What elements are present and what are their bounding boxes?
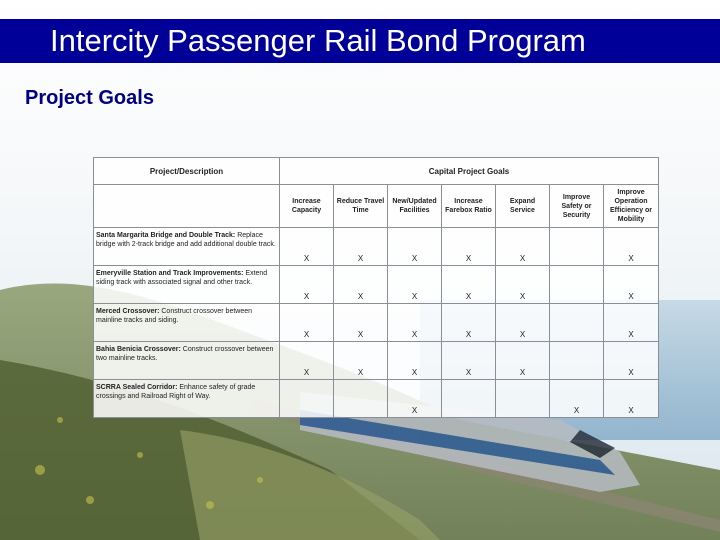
- table-header-row: [94, 158, 659, 185]
- goal-mark: X: [604, 380, 659, 418]
- goal-header: Expand Service: [496, 185, 550, 228]
- goal-mark: X: [388, 380, 442, 418]
- goal-mark: X: [334, 342, 388, 380]
- goal-mark: [550, 266, 604, 304]
- goal-header: Improve Safety or Security: [550, 185, 604, 228]
- project-cell: [94, 266, 280, 304]
- goal-mark: X: [334, 304, 388, 342]
- capital-project-goals-header: Capital Project Goals: [280, 158, 659, 185]
- goal-mark: X: [496, 228, 550, 266]
- page-title: Intercity Passenger Rail Bond Program: [50, 23, 586, 58]
- section-subtitle: Project Goals: [25, 87, 154, 109]
- table-row: [94, 342, 659, 380]
- goal-mark: [550, 304, 604, 342]
- project-desc: Replace bridge with 2-track bridge and add additional double track.: [96, 232, 276, 248]
- title-bar: [0, 19, 720, 63]
- goal-mark: X: [280, 304, 334, 342]
- goal-mark: X: [442, 304, 496, 342]
- goal-mark: X: [496, 266, 550, 304]
- project-name: SCRRA Sealed Corridor:: [96, 384, 178, 391]
- goal-header: Increase Farebox Ratio: [442, 185, 496, 228]
- goal-mark: [550, 342, 604, 380]
- project-name: Bahia Benicia Crossover:: [96, 346, 181, 353]
- goal-mark: X: [604, 266, 659, 304]
- goal-mark: [496, 380, 550, 418]
- goal-mark: [334, 380, 388, 418]
- table-row: [94, 380, 659, 418]
- goal-mark: X: [496, 342, 550, 380]
- table-row: [94, 304, 659, 342]
- goal-header: Reduce Travel Time: [334, 185, 388, 228]
- goal-mark: X: [442, 266, 496, 304]
- goal-mark: X: [388, 266, 442, 304]
- goal-mark: [442, 380, 496, 418]
- goal-mark: X: [604, 304, 659, 342]
- goal-mark: X: [442, 342, 496, 380]
- goal-mark: X: [442, 228, 496, 266]
- goal-mark: [280, 380, 334, 418]
- project-desc: Enhance safety of grade crossings and Railroad Right of Way.: [96, 384, 256, 400]
- goal-header: New/Updated Facilities: [388, 185, 442, 228]
- goal-mark: X: [280, 342, 334, 380]
- empty-header-cell: [94, 185, 280, 228]
- project-goals-table: [93, 157, 659, 418]
- project-cell: [94, 228, 280, 266]
- goal-mark: X: [334, 266, 388, 304]
- goal-mark: [550, 228, 604, 266]
- goal-mark: X: [388, 304, 442, 342]
- project-description-header: Project/Description: [94, 158, 280, 185]
- table-row: [94, 266, 659, 304]
- goal-mark: X: [280, 228, 334, 266]
- goals-header-row: [94, 185, 659, 228]
- project-desc: Construct crossover between mainline tracks and siding.: [96, 308, 253, 324]
- project-name: Merced Crossover:: [96, 308, 160, 315]
- goal-header: Increase Capacity: [280, 185, 334, 228]
- goal-mark: X: [280, 266, 334, 304]
- goal-mark: X: [388, 342, 442, 380]
- goal-mark: X: [388, 228, 442, 266]
- goal-mark: X: [604, 228, 659, 266]
- goal-mark: X: [334, 228, 388, 266]
- project-cell: [94, 380, 280, 418]
- project-desc: Extend siding track with associated signal and other track.: [96, 270, 268, 286]
- project-cell: [94, 304, 280, 342]
- table-row: [94, 228, 659, 266]
- goal-header: Improve Operation Efficiency or Mobility: [604, 185, 659, 228]
- goal-mark: X: [496, 304, 550, 342]
- project-name: Emeryville Station and Track Improvements:: [96, 270, 244, 277]
- project-name: Santa Margarita Bridge and Double Track:: [96, 232, 236, 239]
- project-cell: [94, 342, 280, 380]
- project-desc: Construct crossover between two mainline tracks.: [96, 346, 274, 362]
- goal-mark: X: [604, 342, 659, 380]
- goal-mark: X: [550, 380, 604, 418]
